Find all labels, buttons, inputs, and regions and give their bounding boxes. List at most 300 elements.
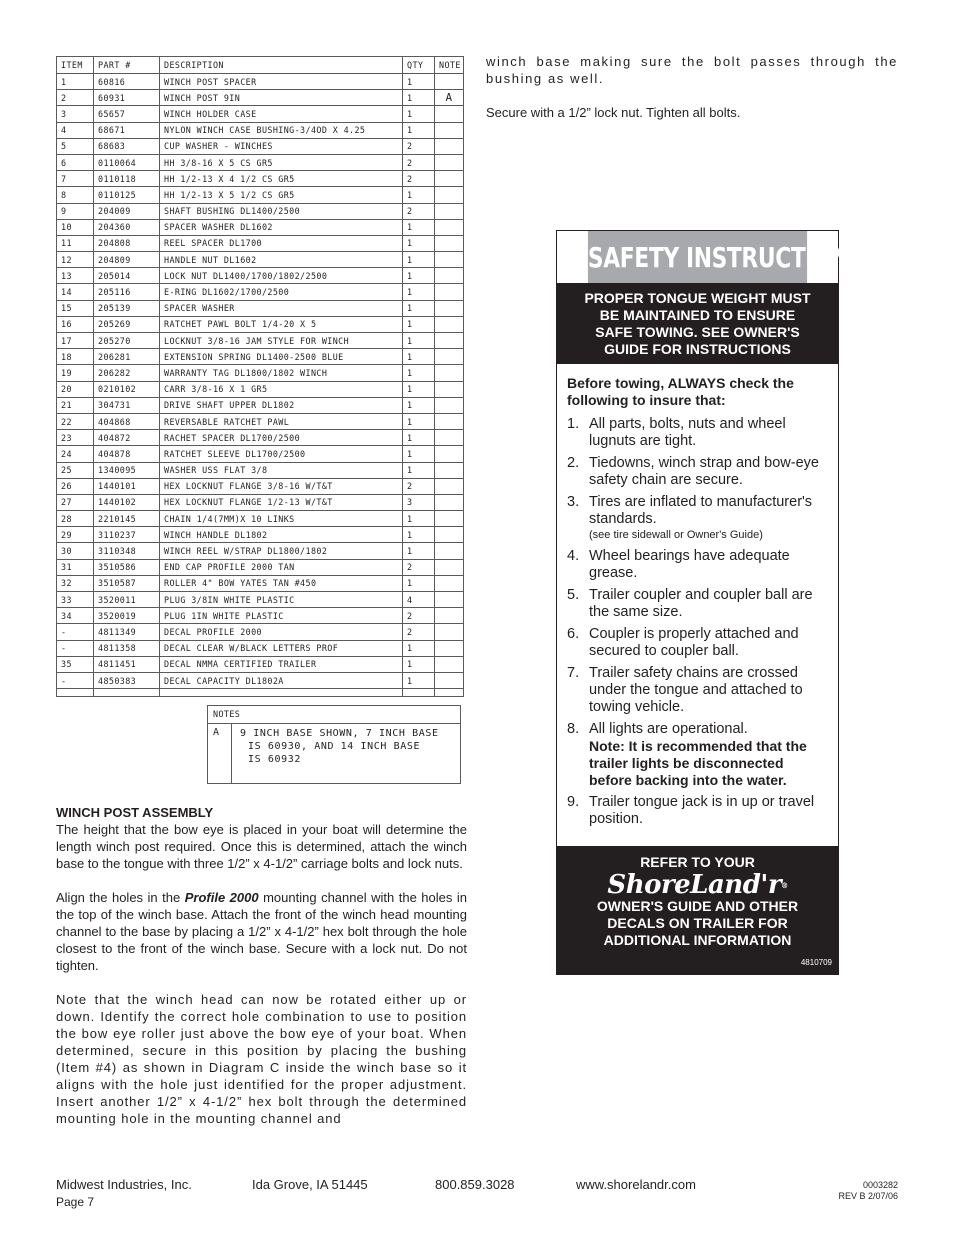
cell-part-number: 204809 bbox=[94, 252, 160, 268]
cell-qty: 1 bbox=[403, 446, 435, 462]
banner-line: PROPER TONGUE WEIGHT MUST bbox=[584, 290, 811, 306]
cell-description: WASHER USS FLAT 3/8 bbox=[160, 462, 403, 478]
checklist-text: Tiedowns, winch strap and bow-eye safety chain are secure. bbox=[589, 455, 819, 488]
cell-item: 25 bbox=[57, 462, 94, 478]
checklist-item bbox=[567, 721, 830, 789]
footer-doc-number: 0003282 bbox=[862, 1180, 898, 1190]
cell-qty: 1 bbox=[403, 122, 435, 138]
cell-description: DECAL CAPACITY DL1802A bbox=[160, 672, 403, 688]
header-description: DESCRIPTION bbox=[160, 57, 403, 74]
cell-description: RATCHET PAWL BOLT 1/4-20 X 5 bbox=[160, 316, 403, 332]
table-row bbox=[57, 575, 464, 591]
cell-part-number: 205014 bbox=[94, 268, 160, 284]
assembly-section bbox=[56, 804, 467, 1127]
cell-note bbox=[435, 511, 464, 527]
cell-qty: 1 bbox=[403, 316, 435, 332]
table-row bbox=[57, 511, 464, 527]
cell-note bbox=[435, 219, 464, 235]
header-note: NOTE bbox=[435, 57, 464, 74]
checklist-number: 7. bbox=[567, 665, 580, 681]
cell-item: 16 bbox=[57, 316, 94, 332]
cell-part-number: 205116 bbox=[94, 284, 160, 300]
cell-description: END CAP PROFILE 2000 TAN bbox=[160, 559, 403, 575]
table-row bbox=[57, 543, 464, 559]
footer-page-number: Page 7 bbox=[56, 1195, 95, 1209]
cell-part-number: 3520011 bbox=[94, 592, 160, 608]
cell-qty: 1 bbox=[403, 106, 435, 122]
notes-line: 9 INCH BASE SHOWN, 7 INCH BASE bbox=[240, 728, 439, 739]
cell-item: 15 bbox=[57, 300, 94, 316]
cell-item: 23 bbox=[57, 430, 94, 446]
cell-note bbox=[435, 187, 464, 203]
cell-note bbox=[435, 235, 464, 251]
cell-description: WINCH POST SPACER bbox=[160, 74, 403, 90]
cell-item: 11 bbox=[57, 235, 94, 251]
cell-part-number: 0110064 bbox=[94, 154, 160, 170]
blank-cell bbox=[57, 689, 94, 697]
cell-item: 10 bbox=[57, 219, 94, 235]
table-row bbox=[57, 397, 464, 413]
cell-note bbox=[435, 122, 464, 138]
cell-description: REEL SPACER DL1700 bbox=[160, 235, 403, 251]
footer-website: www.shorelandr.com bbox=[576, 1177, 696, 1192]
checklist-text: Trailer tongue jack is in up or travel position. bbox=[589, 794, 815, 827]
cell-description: CHAIN 1/4(7MM)X 10 LINKS bbox=[160, 511, 403, 527]
checklist-number: 2. bbox=[567, 455, 580, 471]
blank-cell bbox=[435, 689, 464, 697]
cell-qty: 1 bbox=[403, 511, 435, 527]
cell-part-number: 205139 bbox=[94, 300, 160, 316]
cell-item: 1 bbox=[57, 74, 94, 90]
footer-doc-info bbox=[838, 1180, 898, 1202]
cell-description: E-RING DL1602/1700/2500 bbox=[160, 284, 403, 300]
cell-qty: 1 bbox=[403, 187, 435, 203]
cell-item: 34 bbox=[57, 608, 94, 624]
header-part: PART # bbox=[94, 57, 160, 74]
cell-item: 32 bbox=[57, 575, 94, 591]
cell-qty: 1 bbox=[403, 268, 435, 284]
cell-item: 19 bbox=[57, 365, 94, 381]
cell-description: HEX LOCKNUT FLANGE 3/8-16 W/T&T bbox=[160, 478, 403, 494]
notes-box bbox=[207, 705, 461, 784]
checklist-number: 6. bbox=[567, 626, 580, 642]
cell-item: 5 bbox=[57, 138, 94, 154]
cell-note bbox=[435, 446, 464, 462]
cell-description: CARR 3/8-16 X 1 GR5 bbox=[160, 381, 403, 397]
table-row bbox=[57, 300, 464, 316]
cell-note bbox=[435, 575, 464, 591]
cell-item: 18 bbox=[57, 349, 94, 365]
cell-note bbox=[435, 252, 464, 268]
cell-description: HH 3/8-16 X 5 CS GR5 bbox=[160, 154, 403, 170]
checklist-item bbox=[567, 587, 830, 621]
safety-instructions-decal bbox=[556, 230, 865, 975]
cell-qty: 4 bbox=[403, 592, 435, 608]
cell-part-number: 0210102 bbox=[94, 381, 160, 397]
cell-qty: 1 bbox=[403, 252, 435, 268]
cell-note bbox=[435, 268, 464, 284]
safety-title: SAFETY INSTRUCTIONS bbox=[588, 231, 807, 283]
checklist-text-block bbox=[589, 455, 830, 489]
notes-line: IS 60932 bbox=[248, 754, 301, 765]
cell-description: EXTENSION SPRING DL1400-2500 BLUE bbox=[160, 349, 403, 365]
footer-line: DECALS ON TRAILER FOR bbox=[607, 915, 788, 931]
checklist-number: 9. bbox=[567, 794, 580, 810]
cell-item: - bbox=[57, 672, 94, 688]
table-row bbox=[57, 640, 464, 656]
table-row bbox=[57, 478, 464, 494]
notes-text bbox=[240, 727, 439, 766]
cell-note bbox=[435, 672, 464, 688]
cell-note bbox=[435, 365, 464, 381]
footer-lines bbox=[557, 898, 838, 949]
cell-qty: 1 bbox=[403, 381, 435, 397]
checklist-item bbox=[567, 548, 830, 582]
shorelandr-logo bbox=[557, 870, 838, 900]
cell-part-number: 0110118 bbox=[94, 171, 160, 187]
notes-title: NOTES bbox=[208, 706, 460, 724]
cell-description: SPACER WASHER bbox=[160, 300, 403, 316]
assembly-paragraph-5: Secure with a 1/2” lock nut. Tighten all bolts. bbox=[486, 105, 741, 120]
checklist-number: 8. bbox=[567, 721, 580, 737]
checklist-item bbox=[567, 665, 830, 716]
cell-qty: 1 bbox=[403, 672, 435, 688]
cell-qty: 2 bbox=[403, 478, 435, 494]
assembly-heading: WINCH POST ASSEMBLY bbox=[56, 805, 214, 820]
cell-qty: 1 bbox=[403, 413, 435, 429]
trailer-lights-note: Note: It is recommended that the trailer lights be disconnected before backing into the water. bbox=[589, 738, 807, 788]
footer-location: Ida Grove, IA 51445 bbox=[252, 1177, 368, 1192]
cell-part-number: 404878 bbox=[94, 446, 160, 462]
banner-line: SAFE TOWING. SEE OWNER'S bbox=[595, 324, 800, 340]
parts-table-header bbox=[57, 57, 464, 74]
notes-row bbox=[208, 723, 460, 783]
cell-note bbox=[435, 624, 464, 640]
cell-description: PLUG 3/8IN WHITE PLASTIC bbox=[160, 592, 403, 608]
cell-part-number: 0110125 bbox=[94, 187, 160, 203]
cell-note bbox=[435, 203, 464, 219]
safety-footer bbox=[557, 846, 838, 974]
cell-qty: 2 bbox=[403, 608, 435, 624]
checklist-text: Coupler is properly attached and secured to coupler ball. bbox=[589, 626, 799, 659]
checklist-text-block bbox=[589, 548, 830, 582]
cell-qty: 1 bbox=[403, 640, 435, 656]
cell-qty: 1 bbox=[403, 527, 435, 543]
table-row bbox=[57, 494, 464, 510]
cell-note bbox=[435, 397, 464, 413]
cell-part-number: 4850383 bbox=[94, 672, 160, 688]
decal-code: 4810709 bbox=[800, 958, 832, 967]
table-row bbox=[57, 284, 464, 300]
cell-qty: 3 bbox=[403, 494, 435, 510]
cell-item: 26 bbox=[57, 478, 94, 494]
cell-item: 4 bbox=[57, 122, 94, 138]
table-row bbox=[57, 413, 464, 429]
cell-part-number: 68683 bbox=[94, 138, 160, 154]
banner-line: GUIDE FOR INSTRUCTIONS bbox=[604, 341, 791, 357]
cell-part-number: 205270 bbox=[94, 333, 160, 349]
cell-description: SPACER WASHER DL1602 bbox=[160, 219, 403, 235]
cell-description: DRIVE SHAFT UPPER DL1802 bbox=[160, 397, 403, 413]
cell-description: WINCH REEL W/STRAP DL1800/1802 bbox=[160, 543, 403, 559]
cell-qty: 1 bbox=[403, 333, 435, 349]
checklist-text-block bbox=[589, 794, 830, 828]
footer-line: ADDITIONAL INFORMATION bbox=[603, 932, 792, 948]
cell-item: 14 bbox=[57, 284, 94, 300]
table-row bbox=[57, 90, 464, 106]
table-row bbox=[57, 462, 464, 478]
cell-qty: 1 bbox=[403, 365, 435, 381]
cell-part-number: 304731 bbox=[94, 397, 160, 413]
checklist-text: Trailer safety chains are crossed under the tongue and attached to towing vehicle. bbox=[589, 665, 803, 715]
cell-qty: 1 bbox=[403, 543, 435, 559]
checklist-text: All lights are operational. bbox=[589, 721, 748, 737]
cell-description: PLUG 1IN WHITE PLASTIC bbox=[160, 608, 403, 624]
cell-description: DECAL PROFILE 2000 bbox=[160, 624, 403, 640]
cell-note bbox=[435, 462, 464, 478]
cell-part-number: 4811451 bbox=[94, 656, 160, 672]
checklist-text-block bbox=[589, 626, 830, 660]
cell-part-number: 204808 bbox=[94, 235, 160, 251]
table-row bbox=[57, 333, 464, 349]
table-row bbox=[57, 203, 464, 219]
footer-line: OWNER'S GUIDE AND OTHER bbox=[596, 898, 799, 914]
cell-description: WINCH HANDLE DL1802 bbox=[160, 527, 403, 543]
checklist-text-block bbox=[589, 587, 830, 621]
cell-description: HH 1/2-13 X 5 1/2 CS GR5 bbox=[160, 187, 403, 203]
cell-note bbox=[435, 430, 464, 446]
cell-part-number: 60931 bbox=[94, 90, 160, 106]
table-row bbox=[57, 527, 464, 543]
cell-description: LOCKNUT 3/8-16 JAM STYLE FOR WINCH bbox=[160, 333, 403, 349]
cell-part-number: 3520019 bbox=[94, 608, 160, 624]
cell-part-number: 4811358 bbox=[94, 640, 160, 656]
cell-description: SHAFT BUSHING DL1400/2500 bbox=[160, 203, 403, 219]
table-row bbox=[57, 106, 464, 122]
cell-qty: 1 bbox=[403, 397, 435, 413]
cell-description: RATCHET SLEEVE DL1700/2500 bbox=[160, 446, 403, 462]
checklist-text-block bbox=[589, 494, 830, 543]
table-row bbox=[57, 559, 464, 575]
cell-note bbox=[435, 171, 464, 187]
cell-description: DECAL NMMA CERTIFIED TRAILER bbox=[160, 656, 403, 672]
cell-description: HH 1/2-13 X 4 1/2 CS GR5 bbox=[160, 171, 403, 187]
cell-note bbox=[435, 74, 464, 90]
table-row bbox=[57, 624, 464, 640]
cell-qty: 1 bbox=[403, 656, 435, 672]
cell-part-number: 205269 bbox=[94, 316, 160, 332]
assembly-paragraph-2-start: Align the holes in the bbox=[56, 890, 185, 905]
cell-qty: 2 bbox=[403, 138, 435, 154]
cell-qty: 2 bbox=[403, 203, 435, 219]
cell-item: 2 bbox=[57, 90, 94, 106]
cell-item: 24 bbox=[57, 446, 94, 462]
logo-wordmark: ShoreLand'r bbox=[607, 870, 782, 900]
checklist-item bbox=[567, 455, 830, 489]
cell-note bbox=[435, 640, 464, 656]
cell-part-number: 404868 bbox=[94, 413, 160, 429]
blank-cell bbox=[160, 689, 403, 697]
notes-line: IS 60930, AND 14 INCH BASE bbox=[248, 741, 421, 752]
cell-note: A bbox=[435, 90, 464, 106]
cell-description: REVERSABLE RATCHET PAWL bbox=[160, 413, 403, 429]
tongue-weight-banner bbox=[557, 283, 838, 364]
cell-qty: 2 bbox=[403, 559, 435, 575]
checklist-number: 1. bbox=[567, 416, 580, 432]
cell-item: 27 bbox=[57, 494, 94, 510]
cell-qty: 1 bbox=[403, 90, 435, 106]
cell-part-number: 1440101 bbox=[94, 478, 160, 494]
table-row bbox=[57, 592, 464, 608]
cell-part-number: 404872 bbox=[94, 430, 160, 446]
cell-part-number: 3510586 bbox=[94, 559, 160, 575]
cell-note bbox=[435, 284, 464, 300]
cell-description: WARRANTY TAG DL1800/1802 WINCH bbox=[160, 365, 403, 381]
cell-note bbox=[435, 154, 464, 170]
table-row bbox=[57, 608, 464, 624]
table-row bbox=[57, 381, 464, 397]
checklist-text-block bbox=[589, 721, 830, 789]
cell-note bbox=[435, 349, 464, 365]
cell-qty: 1 bbox=[403, 430, 435, 446]
registered-mark: ® bbox=[781, 881, 788, 890]
cell-note bbox=[435, 478, 464, 494]
cell-note bbox=[435, 543, 464, 559]
blank-cell bbox=[94, 689, 160, 697]
cell-item: 30 bbox=[57, 543, 94, 559]
cell-item: 28 bbox=[57, 511, 94, 527]
cell-description: ROLLER 4" BOW YATES TAN #450 bbox=[160, 575, 403, 591]
cell-qty: 1 bbox=[403, 462, 435, 478]
cell-description: LOCK NUT DL1400/1700/1802/2500 bbox=[160, 268, 403, 284]
cell-part-number: 1440102 bbox=[94, 494, 160, 510]
assembly-paragraph-1: The height that the bow eye is placed in your boat will determine the length winch post required. Once this is determined, attach the winch base to the tongue with three 1/2” x 4-1/2” carriage bolts and lock nuts. bbox=[56, 822, 467, 871]
cell-note bbox=[435, 413, 464, 429]
cell-part-number: 204360 bbox=[94, 219, 160, 235]
cell-part-number: 3110348 bbox=[94, 543, 160, 559]
cell-description: WINCH POST 9IN bbox=[160, 90, 403, 106]
table-row bbox=[57, 154, 464, 170]
cell-description: NYLON WINCH CASE BUSHING-3/4OD X 4.25 bbox=[160, 122, 403, 138]
table-row bbox=[57, 268, 464, 284]
cell-qty: 1 bbox=[403, 219, 435, 235]
cell-item: 22 bbox=[57, 413, 94, 429]
cell-qty: 2 bbox=[403, 624, 435, 640]
footer-phone: 800.859.3028 bbox=[435, 1177, 515, 1192]
checklist-intro: Before towing, ALWAYS check the following to insure that: bbox=[567, 375, 794, 408]
checklist-item bbox=[567, 626, 830, 660]
checklist-text: Tires are inflated to manufacturer's standards. bbox=[589, 494, 813, 527]
checklist-text-block bbox=[589, 665, 830, 716]
cell-description: RACHET SPACER DL1700/2500 bbox=[160, 430, 403, 446]
refer-text: REFER TO YOUR bbox=[640, 854, 755, 870]
cell-qty: 1 bbox=[403, 575, 435, 591]
cell-item: 29 bbox=[57, 527, 94, 543]
checklist-item bbox=[567, 416, 830, 450]
cell-part-number: 3510587 bbox=[94, 575, 160, 591]
cell-qty: 1 bbox=[403, 74, 435, 90]
cell-note bbox=[435, 381, 464, 397]
safety-checklist bbox=[557, 364, 838, 828]
cell-item: 33 bbox=[57, 592, 94, 608]
footer-company: Midwest Industries, Inc. bbox=[56, 1177, 192, 1192]
cell-item: 9 bbox=[57, 203, 94, 219]
checklist-number: 3. bbox=[567, 494, 580, 510]
cell-note bbox=[435, 592, 464, 608]
cell-description: HEX LOCKNUT FLANGE 1/2-13 W/T&T bbox=[160, 494, 403, 510]
cell-description: WINCH HOLDER CASE bbox=[160, 106, 403, 122]
footer-revision: REV B 2/07/06 bbox=[838, 1191, 898, 1201]
table-row-blank bbox=[57, 689, 464, 697]
cell-note bbox=[435, 138, 464, 154]
cell-item: 13 bbox=[57, 268, 94, 284]
checklist-text: Trailer coupler and coupler ball are the same size. bbox=[589, 587, 813, 620]
table-row bbox=[57, 349, 464, 365]
table-row bbox=[57, 430, 464, 446]
cell-item: - bbox=[57, 624, 94, 640]
cell-qty: 1 bbox=[403, 300, 435, 316]
table-row bbox=[57, 656, 464, 672]
cell-description: DECAL CLEAR W/BLACK LETTERS PROF bbox=[160, 640, 403, 656]
product-name: Profile 2000 bbox=[184, 890, 259, 905]
cell-part-number: 206282 bbox=[94, 365, 160, 381]
header-qty: QTY bbox=[403, 57, 435, 74]
assembly-continued bbox=[486, 53, 898, 121]
cell-item: 31 bbox=[57, 559, 94, 575]
cell-part-number: 3110237 bbox=[94, 527, 160, 543]
table-row bbox=[57, 122, 464, 138]
table-row bbox=[57, 74, 464, 90]
table-row bbox=[57, 446, 464, 462]
cell-part-number: 1340095 bbox=[94, 462, 160, 478]
cell-part-number: 65657 bbox=[94, 106, 160, 122]
cell-item: - bbox=[57, 640, 94, 656]
table-row bbox=[57, 365, 464, 381]
blank-cell bbox=[403, 689, 435, 697]
assembly-paragraph-2 bbox=[56, 889, 467, 974]
cell-part-number: 204009 bbox=[94, 203, 160, 219]
table-row bbox=[57, 235, 464, 251]
cell-note bbox=[435, 608, 464, 624]
cell-note bbox=[435, 494, 464, 510]
cell-note bbox=[435, 106, 464, 122]
cell-part-number: 206281 bbox=[94, 349, 160, 365]
cell-item: 7 bbox=[57, 171, 94, 187]
cell-item: 17 bbox=[57, 333, 94, 349]
table-row bbox=[57, 672, 464, 688]
checklist-number: 5. bbox=[567, 587, 580, 603]
cell-qty: 1 bbox=[403, 284, 435, 300]
checklist-item bbox=[567, 494, 830, 543]
cell-item: 6 bbox=[57, 154, 94, 170]
cell-description: CUP WASHER - WINCHES bbox=[160, 138, 403, 154]
cell-note bbox=[435, 333, 464, 349]
cell-note bbox=[435, 656, 464, 672]
cell-note bbox=[435, 300, 464, 316]
cell-item: 12 bbox=[57, 252, 94, 268]
cell-note bbox=[435, 527, 464, 543]
checklist-text: Wheel bearings have adequate grease. bbox=[589, 548, 790, 581]
notes-letter: A bbox=[208, 723, 232, 783]
cell-item: 35 bbox=[57, 656, 94, 672]
parts-table-body bbox=[57, 74, 464, 697]
cell-qty: 2 bbox=[403, 171, 435, 187]
cell-item: 20 bbox=[57, 381, 94, 397]
checklist-item bbox=[567, 794, 830, 828]
cell-note bbox=[435, 559, 464, 575]
assembly-paragraph-4: winch base making sure the bolt passes through the bushing as well. bbox=[486, 54, 898, 86]
cell-description: HANDLE NUT DL1602 bbox=[160, 252, 403, 268]
